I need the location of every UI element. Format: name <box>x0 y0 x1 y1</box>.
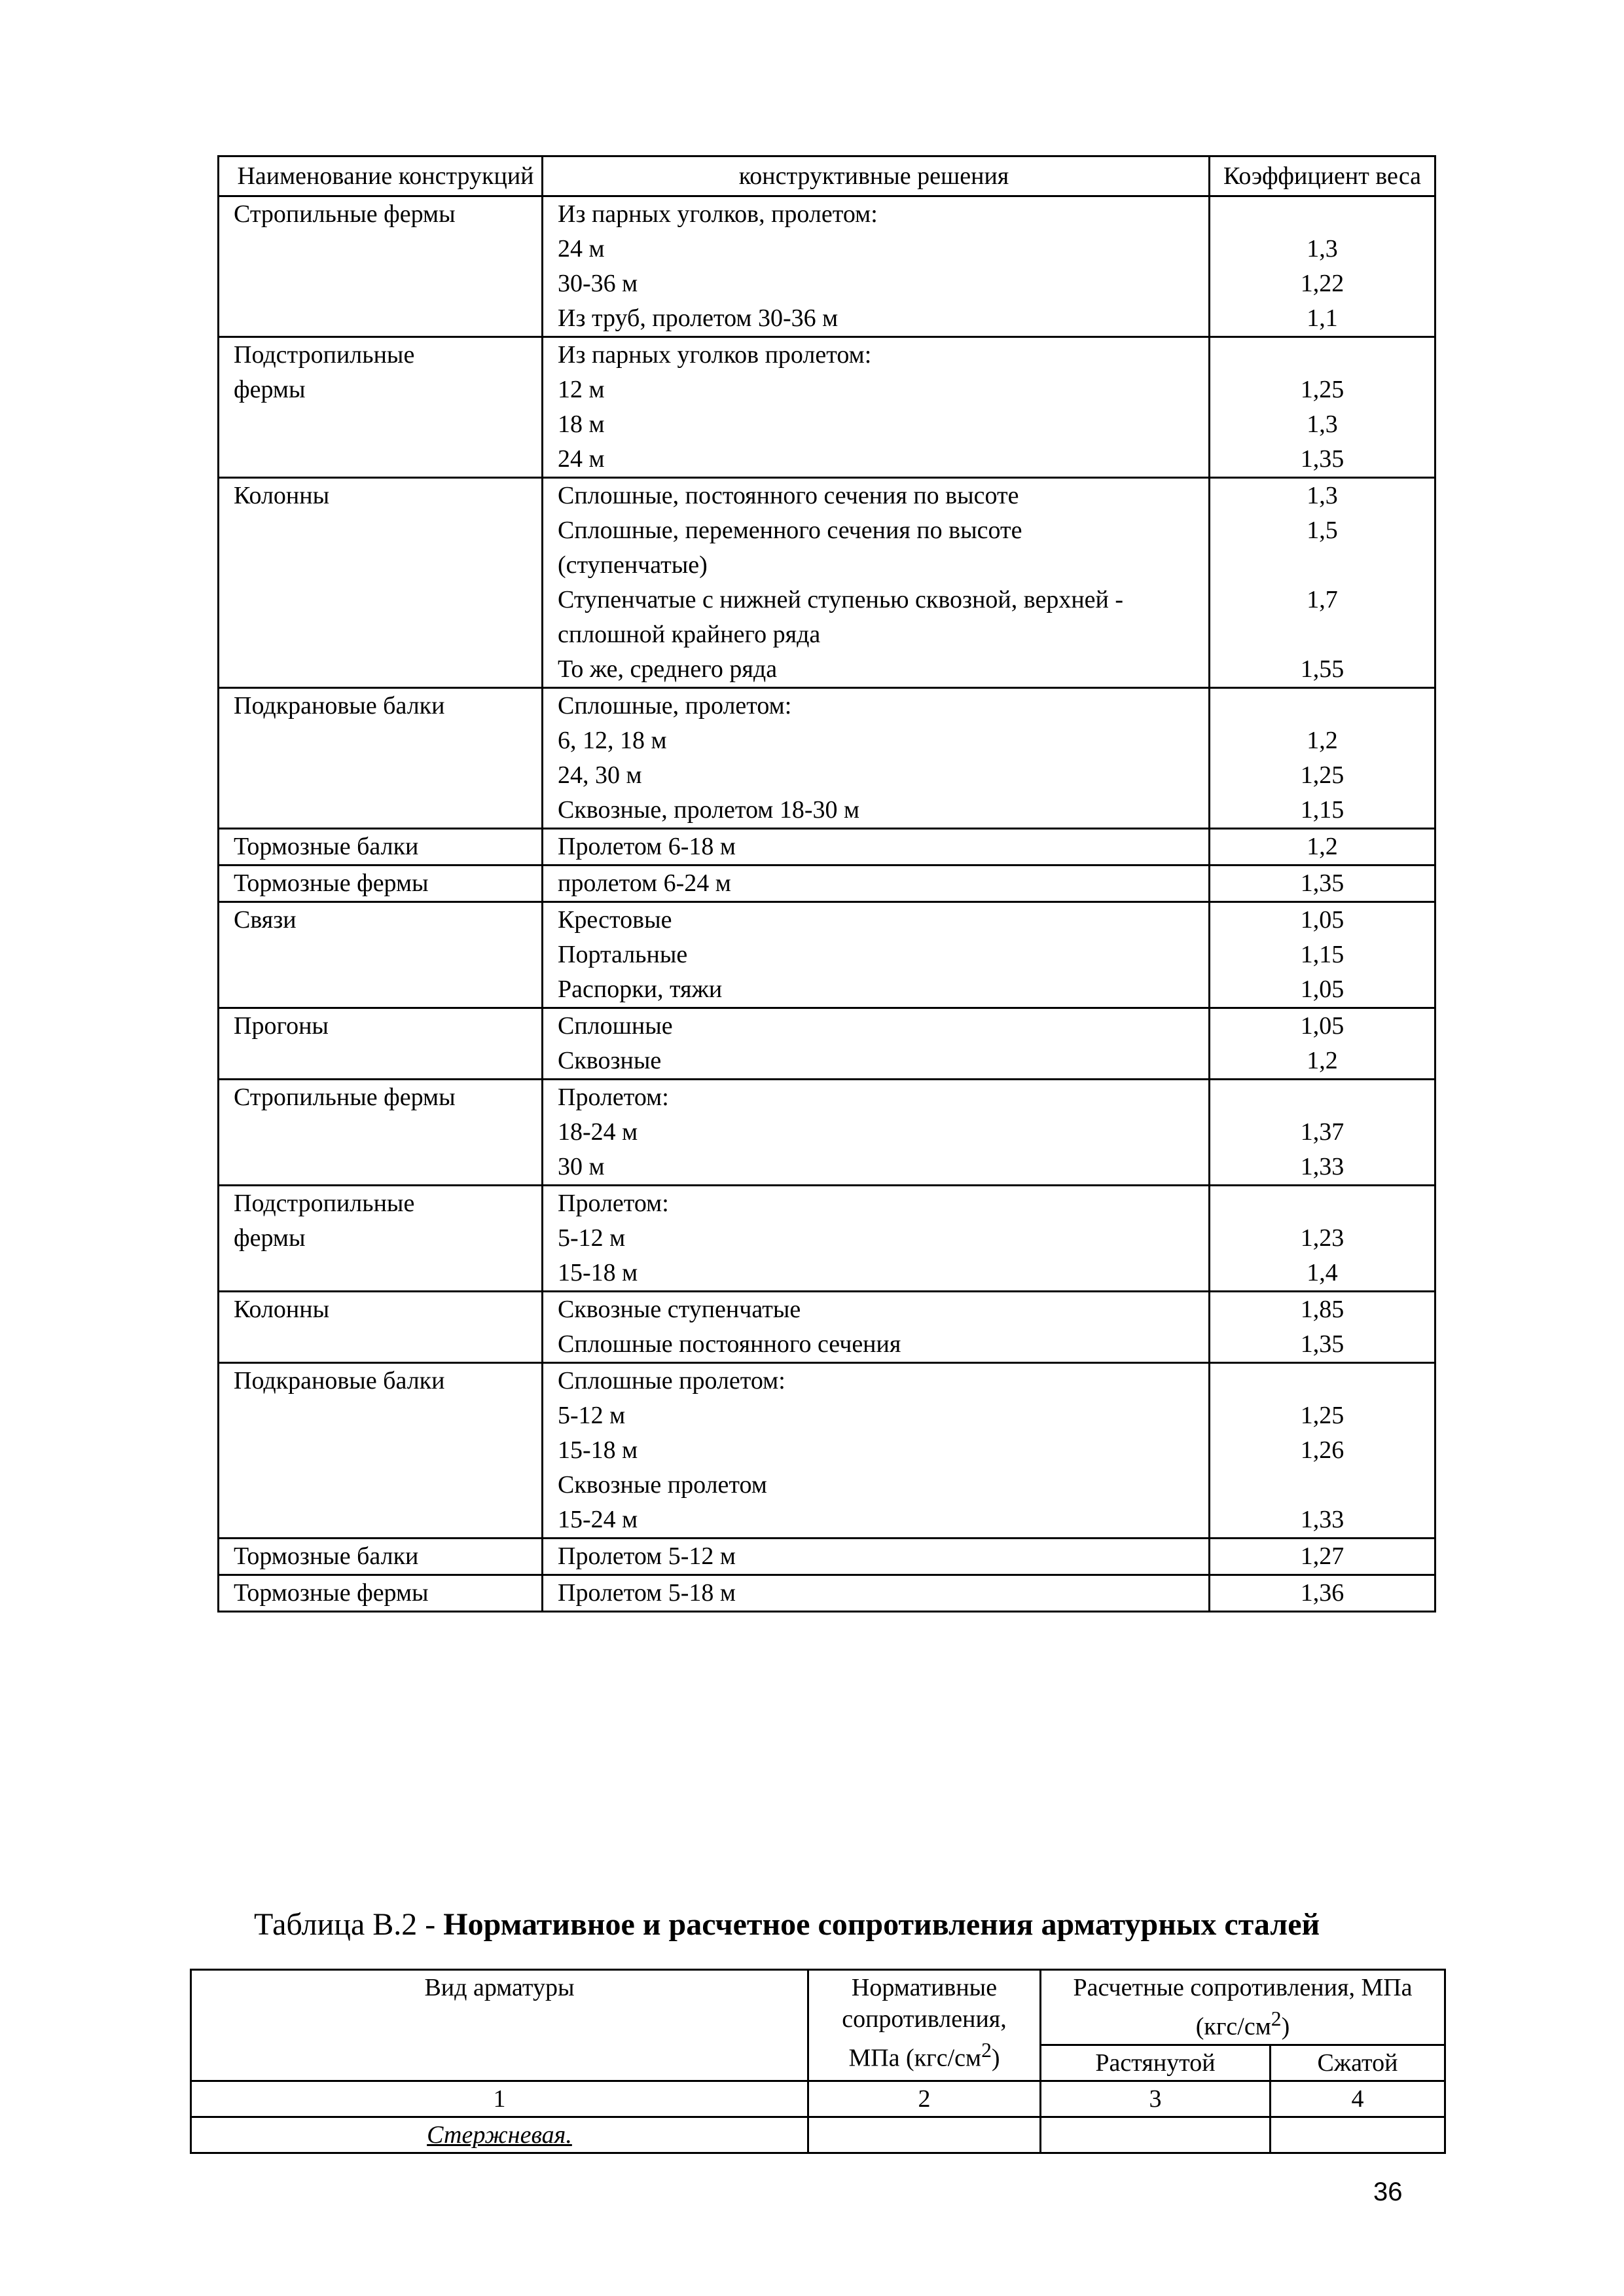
table-row <box>219 1363 1435 1539</box>
construction-name: Тормозные фермы <box>234 869 429 897</box>
construction-name: Подкрановые балки <box>234 692 445 720</box>
design-solution: пролетом 6-24 м <box>558 869 731 897</box>
header-design-solutions-text: конструктивные решения <box>738 162 1009 190</box>
design-solution: Распорки, тяжи <box>558 975 723 1003</box>
weight-coefficient: 1,2 <box>1307 1047 1338 1074</box>
caption-title: Нормативное и расчетное сопротивления арматурных сталей <box>443 1907 1320 1942</box>
design-solution: Пролетом 6-18 м <box>558 833 736 860</box>
design-solution: 12 м <box>558 376 605 403</box>
construction-name-cell <box>219 1080 543 1186</box>
weight-coefficient <box>1210 689 1434 723</box>
weight-coefficient: 1,85 <box>1300 1296 1344 1323</box>
column-number-3: 3 <box>1041 2081 1271 2117</box>
coefficient-cell <box>1210 1186 1435 1292</box>
coefficient-cell <box>1210 829 1435 866</box>
design-solution: 6, 12, 18 м <box>558 727 667 754</box>
header-normative-close: ) <box>991 2044 1000 2072</box>
weight-coefficient: 1,05 <box>1300 1012 1344 1040</box>
coefficient-cell <box>1210 866 1435 902</box>
weight-coefficient: 1,05 <box>1300 975 1344 1003</box>
construction-name-cell <box>219 902 543 1008</box>
construction-name: Подстропильные <box>234 341 415 369</box>
reinforcement-resistance-table <box>190 1969 1446 2154</box>
weight-coefficient: 1,25 <box>1300 1402 1344 1429</box>
column-number-1: 1 <box>191 2081 808 2117</box>
weight-coefficient: 1,7 <box>1307 586 1338 613</box>
design-solution: Портальные <box>558 941 688 968</box>
table-body <box>219 196 1435 1612</box>
coefficient-cell <box>1210 196 1435 337</box>
construction-name: Подкрановые балки <box>234 1367 445 1394</box>
header-design-line2: (кгс/см <box>1195 2013 1271 2041</box>
design-solution: Сплошные <box>558 1012 673 1040</box>
design-solution-cell <box>543 1575 1210 1612</box>
design-solution-cell <box>543 829 1210 866</box>
table-row <box>219 1080 1435 1186</box>
construction-name: Стропильные фермы <box>234 1084 456 1111</box>
design-solution: Сквозные ступенчатые <box>558 1296 801 1323</box>
design-solution-cell <box>543 1539 1210 1575</box>
design-solution: (ступенчатые) <box>558 551 708 579</box>
construction-name-cell <box>219 1008 543 1080</box>
construction-name-cell <box>219 1575 543 1612</box>
weight-coefficient: 1,37 <box>1300 1118 1344 1146</box>
coefficient-cell <box>1210 478 1435 688</box>
header-construction-name <box>219 156 543 196</box>
design-solution: Крестовые <box>558 906 672 934</box>
design-solution: Из парных уголков пролетом: <box>558 341 872 369</box>
construction-name-cell <box>219 1186 543 1292</box>
header-weight-coefficient <box>1210 156 1435 196</box>
weight-coefficient: 1,33 <box>1300 1153 1344 1180</box>
design-solution: Пролетом: <box>558 1084 669 1111</box>
weight-coefficient: 1,35 <box>1300 869 1344 897</box>
design-solution: Сплошные, пролетом: <box>558 692 792 720</box>
design-solution: Из труб, пролетом 30-36 м <box>558 304 839 332</box>
construction-name-cell <box>219 688 543 829</box>
weight-coefficient: 1,1 <box>1307 304 1338 332</box>
construction-name-cell <box>219 1292 543 1363</box>
header-design-sup: 2 <box>1271 2007 1282 2030</box>
construction-name: Тормозные фермы <box>234 1579 429 1607</box>
design-solution-cell <box>543 866 1210 902</box>
construction-name-cell <box>219 196 543 337</box>
header-reinforcement-type <box>191 1970 808 2081</box>
table-caption <box>254 1906 1320 1942</box>
weight-coefficient: 1,05 <box>1300 906 1344 934</box>
construction-name-cell <box>219 1539 543 1575</box>
design-solution: Сплошные пролетом: <box>558 1367 785 1394</box>
header-design-resistance <box>1041 1970 1445 2045</box>
weight-coefficient <box>1210 548 1434 583</box>
weight-coefficient: 1,2 <box>1307 727 1338 754</box>
table-row <box>219 196 1435 337</box>
design-solution-cell <box>543 1186 1210 1292</box>
empty-cell <box>1271 2117 1445 2153</box>
table-row <box>219 1539 1435 1575</box>
design-solution: Сквозные пролетом <box>558 1471 767 1499</box>
construction-name: Стропильные фермы <box>234 200 456 228</box>
caption-prefix: Таблица В.2 - <box>254 1907 444 1942</box>
design-solution-cell <box>543 902 1210 1008</box>
design-solution: 15-18 м <box>558 1436 638 1464</box>
column-number-row <box>191 2081 1445 2117</box>
design-solution-cell <box>543 1008 1210 1080</box>
design-solution-cell <box>543 196 1210 337</box>
weight-coefficient: 1,23 <box>1300 1224 1344 1252</box>
design-solution-cell <box>543 1080 1210 1186</box>
design-solution-cell <box>543 688 1210 829</box>
weight-coefficient: 1,35 <box>1300 1330 1344 1358</box>
header-design-solutions <box>543 156 1210 196</box>
design-solution-cell <box>543 1363 1210 1539</box>
weight-coefficient: 1,25 <box>1300 376 1344 403</box>
weight-coefficient <box>1210 338 1434 373</box>
construction-name-cell <box>219 337 543 478</box>
construction-name: Тормозные балки <box>234 833 419 860</box>
section-heading-cell <box>191 2117 808 2153</box>
weight-coefficient: 1,36 <box>1300 1579 1344 1607</box>
table-row <box>219 902 1435 1008</box>
weight-coefficient: 1,2 <box>1307 833 1338 860</box>
construction-name-cell <box>219 1363 543 1539</box>
design-solution: Сквозные <box>558 1047 662 1074</box>
construction-name: Колонны <box>234 482 330 509</box>
header-normative-line3: МПа (кгс/см <box>848 2044 982 2072</box>
design-solution: 15-18 м <box>558 1259 638 1286</box>
weight-coefficient <box>1210 1080 1434 1115</box>
table-row <box>219 866 1435 902</box>
design-solution: 30-36 м <box>558 270 638 297</box>
construction-name: Прогоны <box>234 1012 329 1040</box>
column-number-4: 4 <box>1271 2081 1445 2117</box>
header-design-line1: Расчетные сопротивления, МПа <box>1073 1974 1413 2001</box>
weight-coefficient <box>1210 1468 1434 1503</box>
weight-coefficient <box>1210 1364 1434 1398</box>
design-solution: 24 м <box>558 445 605 473</box>
weight-coefficient: 1,3 <box>1307 482 1338 509</box>
header-normative-line1: Нормативные <box>851 1974 998 2001</box>
header-reinforcement-type-text: Вид арматуры <box>424 1974 575 2001</box>
weight-coefficient: 1,15 <box>1300 941 1344 968</box>
column-number-2: 2 <box>808 2081 1041 2117</box>
design-solution: 18-24 м <box>558 1118 638 1146</box>
header-normative-sup: 2 <box>981 2039 992 2062</box>
design-solution: Сплошные постоянного сечения <box>558 1330 901 1358</box>
coefficient-cell <box>1210 1575 1435 1612</box>
empty-cell <box>808 2117 1041 2153</box>
design-solution: Пролетом: <box>558 1190 669 1217</box>
table-row <box>219 1186 1435 1292</box>
header-compression-text: Сжатой <box>1317 2049 1398 2077</box>
header-normative-line2: сопротивления, <box>842 2005 1007 2033</box>
construction-name: Подстропильные <box>234 1190 415 1217</box>
weight-coefficient: 1,27 <box>1300 1542 1344 1570</box>
design-solution: То же, среднего ряда <box>558 655 778 683</box>
weight-coefficient: 1,3 <box>1307 410 1338 438</box>
table-row <box>219 1008 1435 1080</box>
weight-coefficient: 1,26 <box>1300 1436 1344 1464</box>
design-solution: 15-24 м <box>558 1506 638 1533</box>
weight-coefficient <box>1210 1186 1434 1221</box>
design-solution: 30 м <box>558 1153 605 1180</box>
weight-coefficient: 1,22 <box>1300 270 1344 297</box>
weight-coefficient <box>1210 197 1434 232</box>
table-row <box>219 688 1435 829</box>
empty-cell <box>1041 2117 1271 2153</box>
design-solution: 5-12 м <box>558 1402 626 1429</box>
weight-coefficient: 1,15 <box>1300 796 1344 824</box>
design-solution: 24 м <box>558 235 605 263</box>
header-normative-resistance <box>808 1970 1041 2081</box>
weight-coefficient: 1,4 <box>1307 1259 1338 1286</box>
header-tension-text: Растянутой <box>1095 2049 1216 2077</box>
construction-name: Колонны <box>234 1296 330 1323</box>
design-solution: сплошной крайнего ряда <box>558 621 821 648</box>
header-construction-name-text: Наименование конструкций <box>237 162 534 190</box>
construction-name-cell <box>219 478 543 688</box>
design-solution: 24, 30 м <box>558 761 642 789</box>
design-solution-cell <box>543 337 1210 478</box>
design-solution-cell <box>543 1292 1210 1363</box>
table-row <box>219 1575 1435 1612</box>
construction-name-cell <box>219 829 543 866</box>
weight-coefficient: 1,5 <box>1307 517 1338 544</box>
coefficient-cell <box>1210 1080 1435 1186</box>
page-number: 36 <box>1373 2178 1403 2206</box>
header-design-close: ) <box>1281 2013 1290 2041</box>
table-row <box>219 1292 1435 1363</box>
table-header-row <box>219 156 1435 196</box>
coefficient-cell <box>1210 1008 1435 1080</box>
weight-coefficient: 1,25 <box>1300 761 1344 789</box>
design-solution: 18 м <box>558 410 605 438</box>
coefficient-cell <box>1210 1292 1435 1363</box>
coefficient-cell <box>1210 1539 1435 1575</box>
construction-name: Связи <box>234 906 297 934</box>
design-solution: Сплошные, переменного сечения по высоте <box>558 517 1022 544</box>
weight-coefficient: 1,33 <box>1300 1506 1344 1533</box>
weight-coefficient: 1,55 <box>1300 655 1344 683</box>
header-compression <box>1271 2045 1445 2081</box>
section-heading-rod: Стержневая. <box>427 2121 572 2149</box>
construction-name: фермы <box>234 1224 306 1252</box>
table-header-row <box>191 1970 1445 2045</box>
construction-name: фермы <box>234 376 306 403</box>
construction-name: Тормозные балки <box>234 1542 419 1570</box>
coefficient-cell <box>1210 688 1435 829</box>
coefficient-cell <box>1210 337 1435 478</box>
weight-coefficient <box>1210 617 1434 652</box>
design-solution: Ступенчатые с нижней ступенью сквозной, верхней - <box>558 586 1124 613</box>
table-row <box>191 2117 1445 2153</box>
table-row <box>219 337 1435 478</box>
design-solution: Из парных уголков, пролетом: <box>558 200 878 228</box>
design-solution: Пролетом 5-12 м <box>558 1542 736 1570</box>
coefficient-cell <box>1210 1363 1435 1539</box>
table-row <box>219 829 1435 866</box>
header-tension <box>1041 2045 1271 2081</box>
construction-name-cell <box>219 866 543 902</box>
design-solution: 5-12 м <box>558 1224 626 1252</box>
table-row <box>219 478 1435 688</box>
header-weight-coefficient-text: Коэффициент веса <box>1223 162 1422 190</box>
design-solution: Сплошные, постоянного сечения по высоте <box>558 482 1019 509</box>
weight-coefficient: 1,3 <box>1307 235 1338 263</box>
design-solution: Сквозные, пролетом 18-30 м <box>558 796 860 824</box>
weight-coefficient-table <box>217 155 1436 1613</box>
design-solution: Пролетом 5-18 м <box>558 1579 736 1607</box>
weight-coefficient: 1,35 <box>1300 445 1344 473</box>
coefficient-cell <box>1210 902 1435 1008</box>
design-solution-cell <box>543 478 1210 688</box>
